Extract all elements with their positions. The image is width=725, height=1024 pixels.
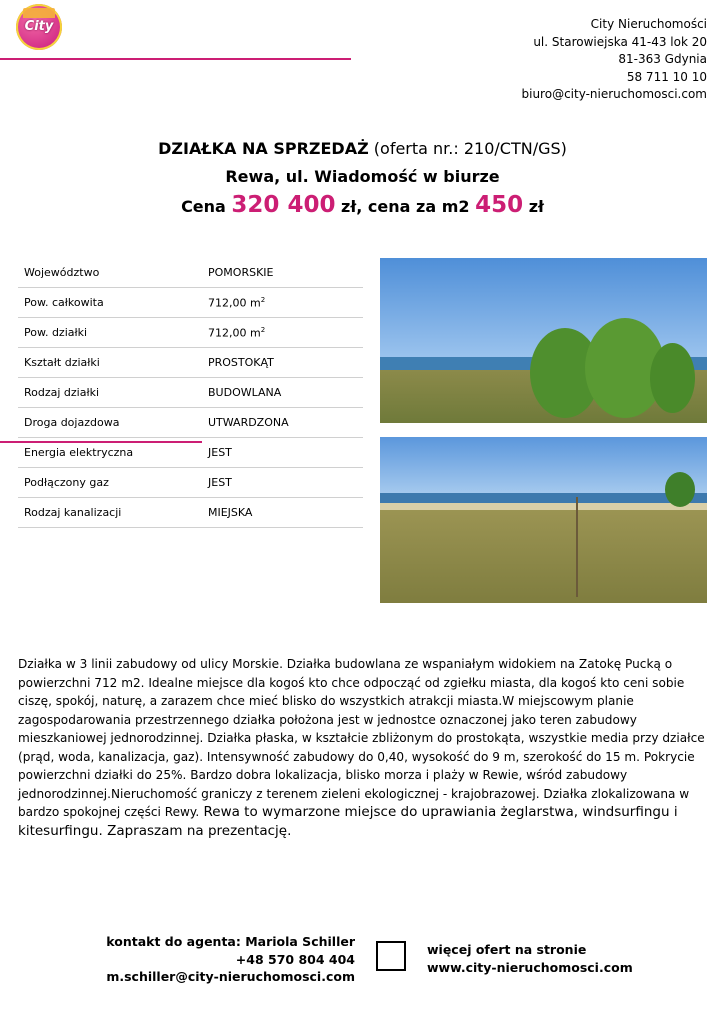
property-value-text: UTWARDZONA [208,416,289,429]
company-address-line1: ul. Starowiejska 41-43 lok 20 [533,34,707,49]
price-line [0,192,725,218]
property-value-text: JEST [208,446,232,459]
property-label: Kształt działki [24,356,100,369]
property-label: Rodzaj działki [24,386,100,399]
property-value [208,476,363,489]
header-divider [0,58,351,60]
price-per-m2: 450 [475,192,524,218]
agent-phone: +48 570 804 404 [235,951,355,967]
price-value: 320 400 [231,192,336,218]
property-value-text: PROSTOKĄT [208,356,274,369]
company-email[interactable]: biuro@city-nieruchomosci.com [521,87,707,101]
unit-superscript: 2 [260,295,266,304]
agent-name: kontakt do agenta: Mariola Schiller [106,934,355,949]
company-phone: 58 711 10 10 [626,69,707,84]
property-value [208,506,363,519]
property-value-text: POMORSKIE [208,266,274,279]
property-label: Pow. działki [24,326,88,339]
property-value-text: 712,00 m [208,296,261,310]
property-photo-2[interactable] [380,437,707,603]
property-label: Droga dojazdowa [24,416,120,429]
unit-superscript: 2 [260,325,266,334]
property-value [208,416,363,429]
property-label: Rodzaj kanalizacji [24,506,122,519]
agent-contact [40,933,355,986]
company-name: City Nieruchomości [590,17,707,31]
company-address-line2: 81-363 Gdynia [618,52,707,66]
accent-line [0,441,202,443]
property-value [208,386,363,399]
property-label: Pow. całkowita [24,296,104,309]
company-info [522,16,708,104]
company-logo [16,4,62,50]
property-value-text: BUDOWLANA [208,386,282,399]
description-main: Działka w 3 linii zabudowy od ulicy Morskie. Działka budowlana ze wspaniałym widokiem na Zatokę Pucką o powierzchni 712 m2. Idealne miejsce dla kogoś kto chce odpocząć od zgiełku miasta, dla kogoś kto ceni sobie ciszę, spokój, naturę, a zarazem chce mieć blisko do wszystkich atrakcji miasta.W miejscowym planie zagospodarowania przestrzennego działka położona jest w jednostce oznaczonej jako teren zabudowy mieszkaniowej jednorodzinnej. Działka płaska, w kształcie zbliżonym do prostokąta, wszystkie media przy działce (prąd, woda, kanalizacja, gaz). Intensywność zabudowy do 0,40, wysokość do 9 m, szerokość do 15 m. Pokrycie powierzchni działki do 25%. Bardzo dobra lokalizacja, blisko morza i plaży w Rewie, wśród zabudowy jednorodzinnej.Nieruchomość graniczy z terenem zieleni ekologicznej - krajobrazowej. Działka zlokalizowana w bardzo spokojnej części Rewy. [18,657,705,819]
property-row [18,348,363,378]
property-value-text: 712,00 m [208,326,261,340]
price-mid: zł, cena za m2 [341,197,470,216]
price-prefix: Cena [181,197,226,216]
property-value-text: JEST [208,476,232,489]
property-row [18,378,363,408]
description-tail: Rewa to wymarzone miejsce do uprawiania żeglarstwa, windsurfingu i kitesurfingu. Zapraszam na prezentację. [18,804,678,839]
property-label: Energia elektryczna [24,446,134,459]
property-row [18,498,363,528]
price-suffix: zł [528,197,544,216]
property-photo-1[interactable] [380,258,707,423]
listing-title [0,139,725,158]
properties-table [18,258,363,528]
logo-text: City [24,19,54,34]
offer-number: (oferta nr.: 210/CTN/GS) [373,139,567,158]
listing-location: Rewa, ul. Wiadomość w biurze [225,167,500,186]
agent-email[interactable]: m.schiller@city-nieruchomosci.com [106,969,355,984]
property-row [18,318,363,348]
property-value [208,266,363,279]
skyline-icon [23,8,55,18]
property-label: Podłączony gaz [24,476,109,489]
property-row [18,408,363,438]
property-row [18,288,363,318]
description [18,655,708,840]
listing-heading: DZIAŁKA NA SPRZEDAŻ [158,139,369,158]
property-value [208,446,363,459]
website-link[interactable]: www.city-nieruchomosci.com [427,959,633,975]
property-value-text: MIEJSKA [208,506,253,519]
property-value [208,296,363,310]
property-value [208,326,363,340]
qr-code-icon [376,941,406,971]
more-offers [427,941,633,976]
property-row [18,468,363,498]
more-offers-label: więcej ofert na stronie [427,942,587,957]
property-row [18,258,363,288]
property-label: Województwo [24,266,100,279]
property-value [208,356,363,369]
